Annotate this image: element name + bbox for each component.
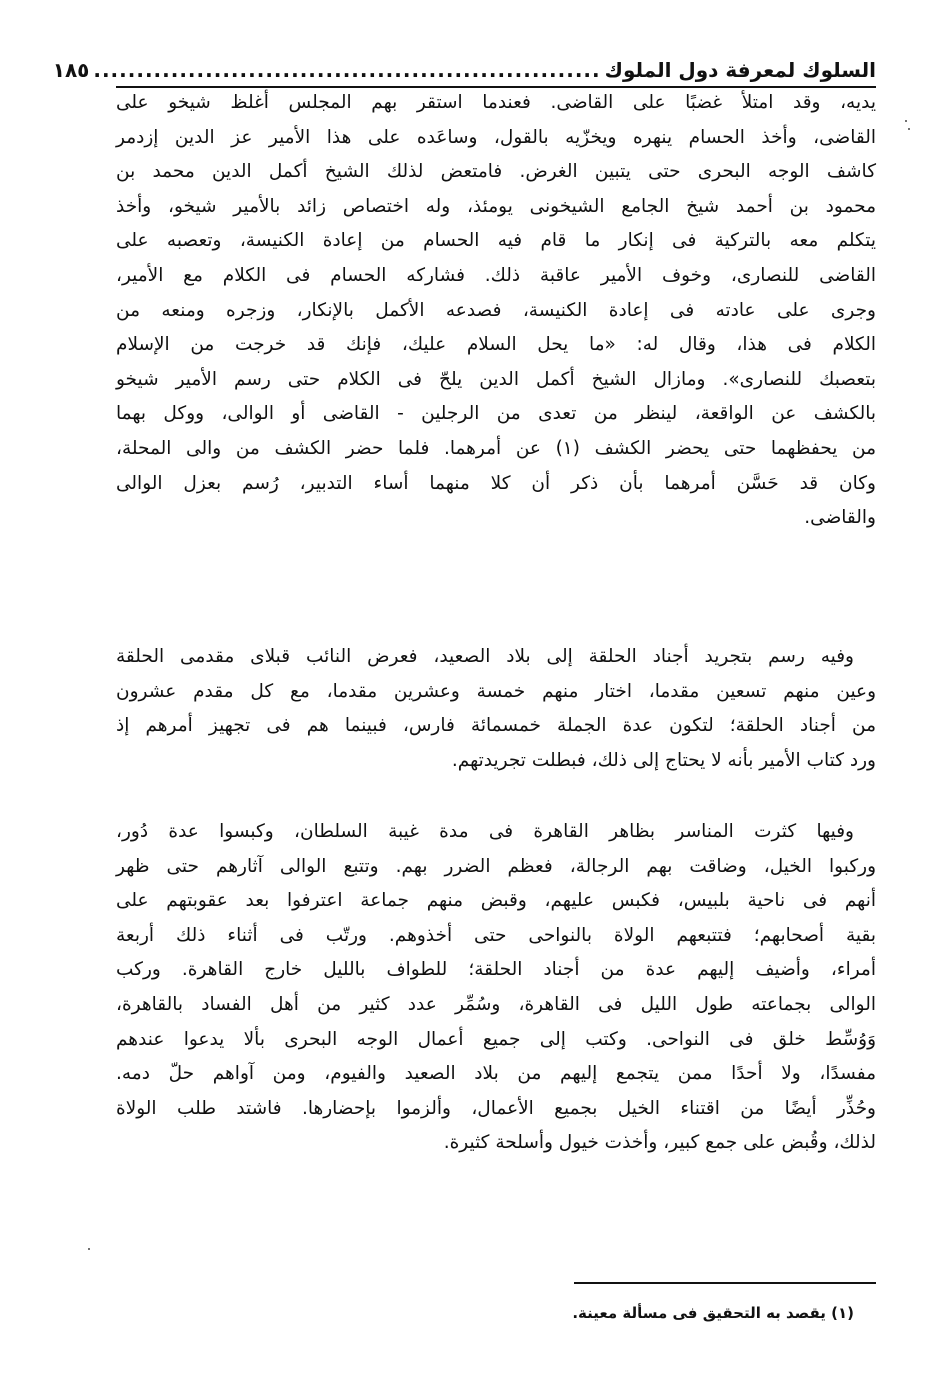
text-line: القاضى للنصارى، وخوف الأمير عاقبة ذلك. فشاركه الحسام فى الكلام مع الأمير، <box>116 264 876 286</box>
text-line: محمود بن أحمد شيخ الجامع الشيخونى يومئذ، وله اختصاص زائد بالأمير شيخو، وأخذ <box>116 195 876 217</box>
text-line: لذلك، وقُبض على جمع كبير، وأخذت خيول وأسلحة كثيرة. <box>443 1132 876 1154</box>
text-line: وجرى على عادته فى إعادة الكنيسة، فصدعه الأكمل بالإنكار، وزجره ومنعه من <box>116 299 876 321</box>
text-line: من أجناد الحلقة؛ لتكون عدة الجملة خمسمائة فارس، فبينما هم فى تجهيز أمرهم إذ <box>116 715 876 737</box>
book-title: السلوك لمعرفة دول الملوك <box>604 58 876 82</box>
text-line: مفسدًا، ولا أحدًا ممن يتجمع إليهم من بلاد الصعيد والفيوم، ومن آواهم حلّ دمه. <box>116 1063 876 1085</box>
leader-dots: ........................................................... <box>93 58 601 82</box>
text-line: يتكلم معه بالتركية فى إنكار ما قام فيه الحسام من إعادة الكنيسة، وتعصبه على <box>116 230 876 252</box>
text-line: يديه، وقد امتلأ غضبًا على القاضى. فعندما استقر بهم المجلس أغلظ شيخو على <box>116 92 876 113</box>
footnote-rule <box>574 1282 876 1284</box>
paragraph-2 <box>116 640 876 778</box>
text-line: والقاضى. <box>804 507 876 529</box>
text-line: الكلام فى هذا، وقال له: «ما يحل السلام عليك، فإنك قد خرجت من الإسلام <box>116 334 876 356</box>
text-line: من يحفظهما حتى يحضر الكشف (١) عن أمرهما. فلما حضر الكشف من والى المحلة، <box>116 437 877 459</box>
text-line: بتعصبك للنصارى». ومازال الشيخ أكمل الدين يلحّ فى الكلام حتى رسم الأمير شيخو <box>116 368 876 390</box>
paragraph-1 <box>116 86 876 536</box>
scan-speck <box>905 120 907 122</box>
paragraph-3 <box>116 815 876 1161</box>
text-line: وكان قد حَسَّن أمرهما بأن ذكر أن كلا منهما أساء التدبير، رُسم بعزل الوالى <box>116 472 876 494</box>
text-line: بالكشف عن الواقعة، لينظر من تعدى من الرجلين - القاضى أو الوالى، ووكل بهما <box>116 403 876 425</box>
scan-speck <box>908 128 910 130</box>
text-line: وَوُسِّط خلق فى النواحى. وكتب إلى جميع أعمال الوجه البحرى بألا يدعوا عندهم <box>116 1028 876 1050</box>
text-line: وركبوا الخيل، وضاقت بهم الرجالة، فعظم الضرر بهم. وتتبع الوالى آثارهم حتى ظهر <box>116 855 876 877</box>
text-line: أنهم فى ناحية بلبيس، فكبس عليهم، وقبض منهم جماعة اعترفوا بعد عقوبتهم على <box>116 890 876 912</box>
text-line: وحُذِّر أيضًا من اقتناء الخيل بجميع الأعمال، وألزموا بإحضارها. فاشتد طلب الولاة <box>116 1097 876 1119</box>
text-line: وعين منهم تسعين مقدما، اختار منهم خمسة وعشرين مقدما، مع كل مقدم عشرون <box>116 680 876 702</box>
text-line: أمراء، وأضيف إليهم عدة من أجناد الحلقة؛ للطواف بالليل خارج القاهرة. وركب <box>116 959 876 981</box>
text-line: ورد كتاب الأمير بأنه لا يحتاج إلى ذلك، فبطلت تجريدتهم. <box>451 749 876 771</box>
running-header <box>52 38 876 82</box>
page-number: ١٨٥ <box>52 58 90 82</box>
text-line: كاشف الوجه البحرى حتى يتبين الغرض. فامتعض لذلك الشيخ أكمل الدين محمد بن <box>116 161 876 183</box>
scan-speck <box>88 1248 90 1250</box>
footnote: (١) يقصد به التحقيق فى مسألة معينة. <box>572 1304 854 1322</box>
text-line: القاضى، وأخذ الحسام ينهره ويخزّيه بالقول، وساعَده على هذا الأمير عز الدين إزدمر <box>116 126 876 148</box>
text-line: وفيها كثرت المناسر بظاهر القاهرة فى مدة غيبة السلطان، وكبسوا عدة دُور، <box>116 821 854 842</box>
text-line: بقية أصحابهم؛ فتتبعهم الولاة بالنواحى حتى أخذوهم. ورتّب فى أثناء ذلك أربعة <box>116 924 876 946</box>
text-line: الوالى بجماعته طول الليل فى القاهرة، وسُمِّر عدد كثير من أهل الفساد بالقاهرة، <box>116 993 876 1015</box>
text-line: وفيه رسم بتجريد أجناد الحلقة إلى بلاد الصعيد، فعرض النائب قبلاى مقدمى الحلقة <box>116 646 854 667</box>
